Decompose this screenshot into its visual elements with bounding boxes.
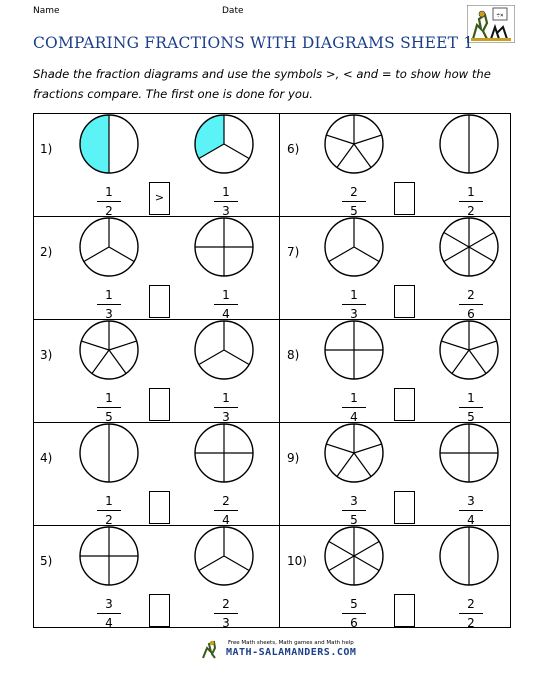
right-fraction-diagram[interactable] bbox=[193, 525, 255, 587]
problem-7 bbox=[279, 217, 524, 320]
problem-number: 7) bbox=[287, 245, 300, 259]
division-line bbox=[326, 444, 354, 453]
fraction-bar bbox=[97, 407, 121, 408]
division-line bbox=[444, 247, 469, 262]
division-line bbox=[329, 556, 354, 571]
numerator: 2 bbox=[350, 185, 358, 199]
fraction-bar bbox=[342, 613, 366, 614]
comparison-answer-box[interactable] bbox=[149, 491, 170, 524]
left-fraction bbox=[339, 185, 369, 219]
comparison-answer-box[interactable] bbox=[394, 285, 415, 318]
numerator: 1 bbox=[350, 391, 358, 405]
fraction-bar bbox=[342, 304, 366, 305]
fraction-bar bbox=[214, 407, 238, 408]
name-label: Name bbox=[33, 6, 60, 16]
problem-9 bbox=[279, 423, 524, 526]
left-fraction bbox=[94, 391, 124, 425]
left-fraction-diagram[interactable] bbox=[323, 422, 385, 484]
right-fraction-diagram[interactable] bbox=[193, 216, 255, 278]
comparison-answer-box[interactable] bbox=[394, 594, 415, 627]
right-fraction-diagram[interactable] bbox=[193, 113, 255, 175]
right-fraction bbox=[211, 391, 241, 425]
right-fraction-diagram[interactable] bbox=[438, 525, 500, 587]
right-fraction-diagram[interactable] bbox=[193, 319, 255, 381]
numerator: 1 bbox=[350, 288, 358, 302]
division-line bbox=[109, 341, 137, 350]
denominator: 4 bbox=[105, 616, 113, 630]
numerator: 2 bbox=[222, 494, 230, 508]
numerator: 1 bbox=[105, 391, 113, 405]
division-line bbox=[354, 144, 371, 167]
problem-number: 5) bbox=[40, 554, 53, 568]
left-fraction bbox=[339, 597, 369, 631]
problem-1 bbox=[34, 114, 279, 217]
footer-tagline: Free Math sheets, Math games and Math help bbox=[228, 640, 354, 646]
denominator: 3 bbox=[222, 204, 230, 218]
numerator: 5 bbox=[350, 597, 358, 611]
problem-10 bbox=[279, 526, 524, 629]
problem-6 bbox=[279, 114, 524, 217]
left-fraction bbox=[339, 494, 369, 528]
right-fraction bbox=[456, 185, 486, 219]
numerator: 1 bbox=[222, 288, 230, 302]
fraction-bar bbox=[214, 613, 238, 614]
denominator: 3 bbox=[222, 410, 230, 424]
numerator: 3 bbox=[105, 597, 113, 611]
division-line bbox=[354, 453, 371, 476]
right-fraction-diagram[interactable] bbox=[193, 422, 255, 484]
instructions: Shade the fraction diagrams and use the symbols >, < and = to show how the fractions compare. The first one is done for you. bbox=[33, 67, 491, 101]
denominator: 6 bbox=[350, 616, 358, 630]
division-line bbox=[224, 556, 249, 571]
problem-number: 9) bbox=[287, 451, 300, 465]
problem-4 bbox=[34, 423, 279, 526]
division-line bbox=[469, 341, 497, 350]
division-line bbox=[81, 341, 109, 350]
numerator: 1 bbox=[467, 185, 475, 199]
left-fraction bbox=[94, 597, 124, 631]
denominator: 4 bbox=[467, 513, 475, 527]
shaded-sector bbox=[80, 115, 109, 173]
fraction-bar bbox=[214, 510, 238, 511]
right-fraction bbox=[456, 391, 486, 425]
fraction-bar bbox=[214, 201, 238, 202]
denominator: 5 bbox=[105, 410, 113, 424]
fraction-bar bbox=[342, 510, 366, 511]
division-line bbox=[354, 135, 382, 144]
problem-5 bbox=[34, 526, 279, 629]
right-fraction-diagram[interactable] bbox=[438, 422, 500, 484]
left-fraction-diagram[interactable] bbox=[78, 422, 140, 484]
denominator: 5 bbox=[350, 204, 358, 218]
comparison-answer-box[interactable] bbox=[394, 182, 415, 215]
comparison-answer-box[interactable] bbox=[394, 491, 415, 524]
left-fraction bbox=[94, 288, 124, 322]
fraction-bar bbox=[459, 201, 483, 202]
left-fraction bbox=[339, 391, 369, 425]
division-line bbox=[354, 247, 379, 262]
denominator: 3 bbox=[222, 616, 230, 630]
left-fraction bbox=[94, 185, 124, 219]
fraction-bar bbox=[459, 613, 483, 614]
division-line bbox=[329, 247, 354, 262]
division-line bbox=[329, 542, 354, 557]
numerator: 1 bbox=[105, 494, 113, 508]
numerator: 3 bbox=[350, 494, 358, 508]
salamander-logo bbox=[467, 5, 515, 43]
fraction-bar bbox=[214, 304, 238, 305]
left-fraction-diagram[interactable] bbox=[78, 319, 140, 381]
left-fraction-diagram[interactable] bbox=[78, 525, 140, 587]
right-fraction bbox=[456, 494, 486, 528]
division-line bbox=[452, 350, 469, 373]
division-line bbox=[224, 144, 249, 159]
denominator: 6 bbox=[467, 307, 475, 321]
division-line bbox=[444, 233, 469, 248]
fraction-bar bbox=[97, 304, 121, 305]
left-fraction-diagram[interactable] bbox=[323, 113, 385, 175]
division-line bbox=[354, 444, 382, 453]
division-line bbox=[469, 233, 494, 248]
comparison-answer-box[interactable] bbox=[394, 388, 415, 421]
fraction-bar bbox=[459, 304, 483, 305]
division-line bbox=[337, 453, 354, 476]
numerator: 3 bbox=[467, 494, 475, 508]
numerator: 2 bbox=[467, 597, 475, 611]
numerator: 1 bbox=[105, 185, 113, 199]
right-fraction-diagram[interactable] bbox=[438, 216, 500, 278]
fraction-bar bbox=[459, 407, 483, 408]
right-fraction-diagram[interactable] bbox=[438, 113, 500, 175]
svg-text:÷×: ÷× bbox=[496, 12, 504, 19]
division-line bbox=[337, 144, 354, 167]
division-line bbox=[109, 350, 126, 373]
comparison-answer-box[interactable] bbox=[149, 594, 170, 627]
denominator: 4 bbox=[350, 410, 358, 424]
fraction-bar bbox=[342, 201, 366, 202]
problem-number: 1) bbox=[40, 142, 53, 156]
problem-2 bbox=[34, 217, 279, 320]
page-title: COMPARING FRACTIONS WITH DIAGRAMS SHEET 1 bbox=[33, 34, 474, 52]
right-fraction bbox=[456, 597, 486, 631]
comparison-answer-box[interactable] bbox=[149, 388, 170, 421]
denominator: 5 bbox=[350, 513, 358, 527]
left-fraction-diagram[interactable] bbox=[78, 113, 140, 175]
denominator: 4 bbox=[222, 307, 230, 321]
division-line bbox=[199, 556, 224, 571]
division-line bbox=[354, 556, 379, 571]
right-fraction bbox=[211, 185, 241, 219]
fraction-bar bbox=[342, 407, 366, 408]
numerator: 2 bbox=[467, 288, 475, 302]
left-fraction bbox=[94, 494, 124, 528]
left-fraction-diagram[interactable] bbox=[323, 216, 385, 278]
right-fraction bbox=[211, 597, 241, 631]
denominator: 2 bbox=[467, 616, 475, 630]
footer-site-name: MATH-SALAMANDERS.COM bbox=[226, 647, 357, 658]
numerator: 1 bbox=[105, 288, 113, 302]
right-fraction bbox=[211, 494, 241, 528]
problem-number: 10) bbox=[287, 554, 307, 568]
division-line bbox=[199, 350, 224, 365]
division-line bbox=[326, 135, 354, 144]
denominator: 5 bbox=[467, 410, 475, 424]
fraction-bar bbox=[459, 510, 483, 511]
fraction-bar bbox=[97, 201, 121, 202]
denominator: 2 bbox=[105, 204, 113, 218]
division-line bbox=[109, 247, 134, 262]
numerator: 1 bbox=[222, 185, 230, 199]
division-line bbox=[92, 350, 109, 373]
fraction-bar bbox=[97, 510, 121, 511]
denominator: 2 bbox=[105, 513, 113, 527]
numerator: 1 bbox=[222, 391, 230, 405]
numerator: 1 bbox=[467, 391, 475, 405]
left-fraction-diagram[interactable] bbox=[323, 525, 385, 587]
problem-8 bbox=[279, 320, 524, 423]
right-fraction-diagram[interactable] bbox=[438, 319, 500, 381]
denominator: 2 bbox=[467, 204, 475, 218]
problem-number: 6) bbox=[287, 142, 300, 156]
division-line bbox=[224, 350, 249, 365]
left-fraction-diagram[interactable] bbox=[323, 319, 385, 381]
problem-number: 8) bbox=[287, 348, 300, 362]
problem-number: 4) bbox=[40, 451, 53, 465]
fraction-bar bbox=[97, 613, 121, 614]
problem-grid bbox=[33, 113, 511, 628]
date-label: Date bbox=[222, 6, 244, 16]
division-line bbox=[441, 341, 469, 350]
denominator: 3 bbox=[350, 307, 358, 321]
denominator: 3 bbox=[105, 307, 113, 321]
numerator: 2 bbox=[222, 597, 230, 611]
right-fraction bbox=[211, 288, 241, 322]
right-fraction bbox=[456, 288, 486, 322]
salamander-footer-icon bbox=[200, 640, 222, 660]
comparison-answer-box[interactable]: > bbox=[149, 182, 170, 215]
division-line bbox=[469, 350, 486, 373]
footer-brand bbox=[200, 640, 360, 662]
left-fraction-diagram[interactable] bbox=[78, 216, 140, 278]
division-line bbox=[354, 542, 379, 557]
division-line bbox=[469, 247, 494, 262]
problem-number: 3) bbox=[40, 348, 53, 362]
problem-3 bbox=[34, 320, 279, 423]
division-line bbox=[84, 247, 109, 262]
problem-number: 2) bbox=[40, 245, 53, 259]
left-fraction bbox=[339, 288, 369, 322]
denominator: 4 bbox=[222, 513, 230, 527]
comparison-answer-box[interactable] bbox=[149, 285, 170, 318]
